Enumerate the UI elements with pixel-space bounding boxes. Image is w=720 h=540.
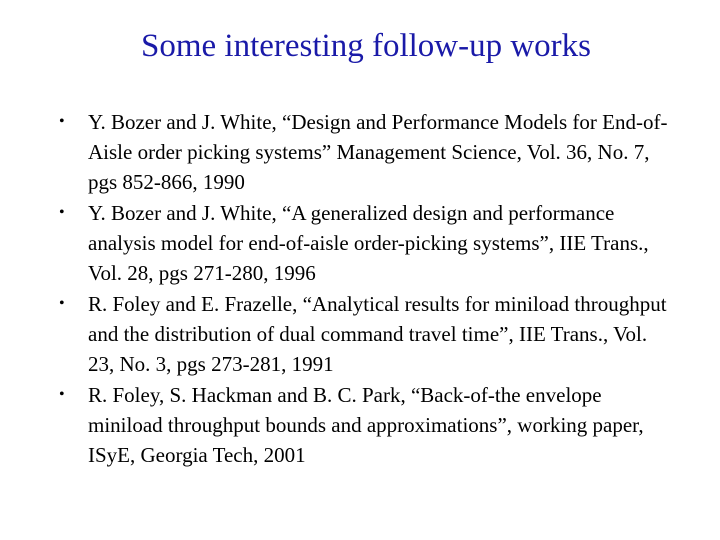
bullet-icon: • xyxy=(59,386,65,403)
bullet-icon: • xyxy=(59,204,65,221)
list-item xyxy=(59,289,669,379)
list-item xyxy=(59,380,669,470)
reference-text: Y. Bozer and J. White, “A generalized design and performance analysis model for end-of-aisle order-picking systems”, IIE Trans., Vol. 28, pgs 271-280, 1996 xyxy=(88,201,649,285)
list-item xyxy=(59,198,669,288)
bullet-icon: • xyxy=(59,113,65,130)
bullet-icon: • xyxy=(59,295,65,312)
list-item xyxy=(59,107,669,197)
reference-text: Y. Bozer and J. White, “Design and Performance Models for End-of-Aisle order picking systems” Management Science, Vol. 36, No. 7, pgs 852-866, 1990 xyxy=(88,110,668,194)
reference-text: R. Foley and E. Frazelle, “Analytical results for miniload throughput and the distribution of dual command travel time”, IIE Trans., Vol. 23, No. 3, pgs 273-281, 1991 xyxy=(88,292,667,376)
bullet-list xyxy=(59,107,669,471)
reference-text: R. Foley, S. Hackman and B. C. Park, “Back-of-the envelope miniload throughput bounds and approximations”, working paper, ISyE, Georgia Tech, 2001 xyxy=(88,383,644,467)
slide-title: Some interesting follow-up works xyxy=(140,28,592,64)
